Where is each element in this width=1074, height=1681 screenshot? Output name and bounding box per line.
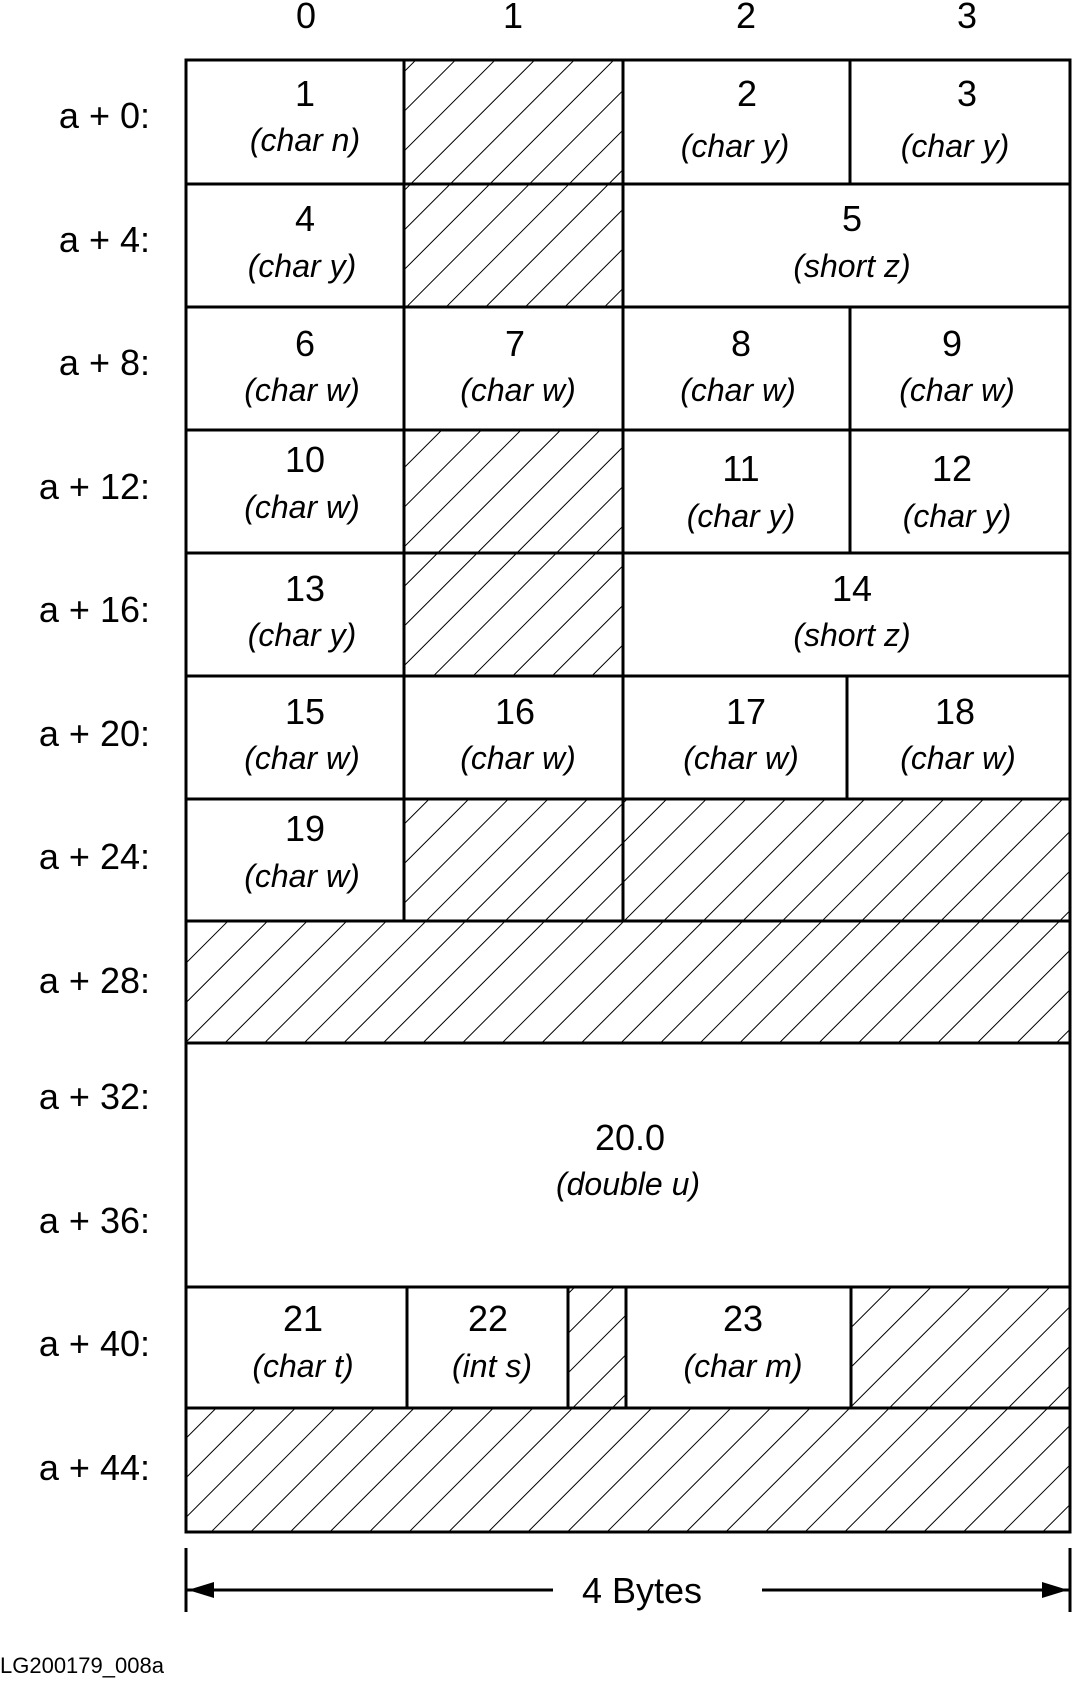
cell-14 xyxy=(793,568,910,653)
row-label: a + 28: xyxy=(38,960,150,1001)
row-label: a + 20: xyxy=(38,713,150,754)
cell-type: (char y) xyxy=(902,498,1012,534)
cell-value: 14 xyxy=(831,568,873,609)
cell-value: 2 xyxy=(736,73,758,114)
column-header-1: 1 xyxy=(502,0,524,36)
padding-cell xyxy=(404,430,623,553)
padding-cell xyxy=(404,60,623,184)
row-label: a + 8: xyxy=(58,342,150,383)
padding-cell xyxy=(404,184,623,307)
cell-type: (char t) xyxy=(252,1348,354,1384)
cell-16 xyxy=(460,691,576,776)
cells xyxy=(244,73,1016,1384)
cell-type: (int s) xyxy=(452,1348,532,1384)
cell-type: (char w) xyxy=(244,489,360,525)
cell-13 xyxy=(248,568,356,653)
cell-5 xyxy=(793,198,910,284)
cell-6 xyxy=(244,323,360,408)
row-labels xyxy=(39,95,150,1488)
cell-20 xyxy=(556,1117,700,1202)
row-label: a + 36: xyxy=(38,1200,150,1241)
cell-value: 16 xyxy=(494,691,536,732)
cell-type: (char w) xyxy=(244,740,360,776)
cell-17 xyxy=(683,691,799,776)
cell-type: (double u) xyxy=(555,1166,701,1202)
figure-id: LG200179_008a xyxy=(0,1653,164,1678)
cell-21 xyxy=(252,1298,353,1384)
column-header-2: 2 xyxy=(735,0,757,36)
cell-value: 3 xyxy=(956,73,978,114)
row-label: a + 44: xyxy=(38,1447,150,1488)
column-header-0: 0 xyxy=(295,0,317,36)
cell-value: 11 xyxy=(722,448,760,489)
cell-value: 4 xyxy=(294,198,316,239)
row-label: a + 4: xyxy=(58,219,150,260)
cell-1 xyxy=(250,73,360,158)
cell-value: 6 xyxy=(294,323,316,364)
cell-value: 22 xyxy=(467,1298,509,1339)
cell-value: 23 xyxy=(722,1298,764,1339)
cell-value: 17 xyxy=(725,691,767,732)
padding-cell xyxy=(404,799,623,921)
padding-cell xyxy=(404,553,623,676)
cell-type: (char w) xyxy=(899,372,1015,408)
row-label: a + 24: xyxy=(38,836,150,877)
column-header-3: 3 xyxy=(956,0,978,36)
cell-22 xyxy=(452,1298,532,1384)
arrow-right-icon xyxy=(1042,1582,1068,1598)
cell-value: 1 xyxy=(294,73,316,114)
cell-type: (char w) xyxy=(680,372,796,408)
cell-type: (char w) xyxy=(460,372,576,408)
cell-19 xyxy=(244,808,360,894)
cell-value: 8 xyxy=(730,323,752,364)
padding-cell xyxy=(851,1287,1070,1408)
cell-value: 13 xyxy=(284,568,326,609)
cell-7 xyxy=(460,323,576,408)
cell-9 xyxy=(899,323,1015,408)
cell-value: 20.0 xyxy=(594,1117,666,1158)
cell-value: 18 xyxy=(934,691,976,732)
cell-value: 12 xyxy=(931,448,973,489)
padding-cell xyxy=(623,799,1070,921)
cell-type: (char w) xyxy=(460,740,576,776)
cell-11 xyxy=(687,448,795,534)
padding-cell xyxy=(568,1287,626,1408)
cell-23 xyxy=(683,1298,802,1384)
row-label: a + 12: xyxy=(38,466,150,507)
cell-type: (char y) xyxy=(247,248,357,284)
cell-8 xyxy=(680,323,796,408)
row-label: a + 32: xyxy=(38,1076,150,1117)
cell-type: (char y) xyxy=(686,498,796,534)
cell-value: 15 xyxy=(284,691,326,732)
padding-row xyxy=(186,921,1070,1043)
cell-type: (char y) xyxy=(900,128,1010,164)
cell-value: 10 xyxy=(284,439,326,480)
padding-row xyxy=(186,1408,1070,1532)
cell-type: (char y) xyxy=(680,128,790,164)
cell-15 xyxy=(244,691,360,776)
cell-type: (short z) xyxy=(793,248,911,284)
cell-3 xyxy=(901,73,1009,164)
cell-value: 19 xyxy=(284,808,326,849)
width-label: 4 Bytes xyxy=(581,1570,703,1611)
row-label: a + 40: xyxy=(38,1323,150,1364)
cell-value: 7 xyxy=(504,323,526,364)
cell-2 xyxy=(681,73,789,164)
row-label: a + 0: xyxy=(58,95,150,136)
cell-type: (char y) xyxy=(247,617,357,653)
cell-type: (char w) xyxy=(683,740,799,776)
cell-4 xyxy=(248,198,356,284)
cell-12 xyxy=(903,448,1011,534)
cell-value: 21 xyxy=(282,1298,324,1339)
cell-18 xyxy=(900,691,1016,776)
cell-type: (char w) xyxy=(244,858,360,894)
cell-type: (char w) xyxy=(900,740,1016,776)
cell-type: (char n) xyxy=(249,122,361,158)
cell-value: 9 xyxy=(941,323,963,364)
cell-value: 5 xyxy=(841,198,863,239)
cell-type: (char w) xyxy=(244,372,360,408)
cell-10 xyxy=(244,439,360,525)
cell-type: (short z) xyxy=(793,617,911,653)
row-label: a + 16: xyxy=(38,589,150,630)
arrow-left-icon xyxy=(188,1582,214,1598)
cell-type: (char m) xyxy=(683,1348,803,1384)
